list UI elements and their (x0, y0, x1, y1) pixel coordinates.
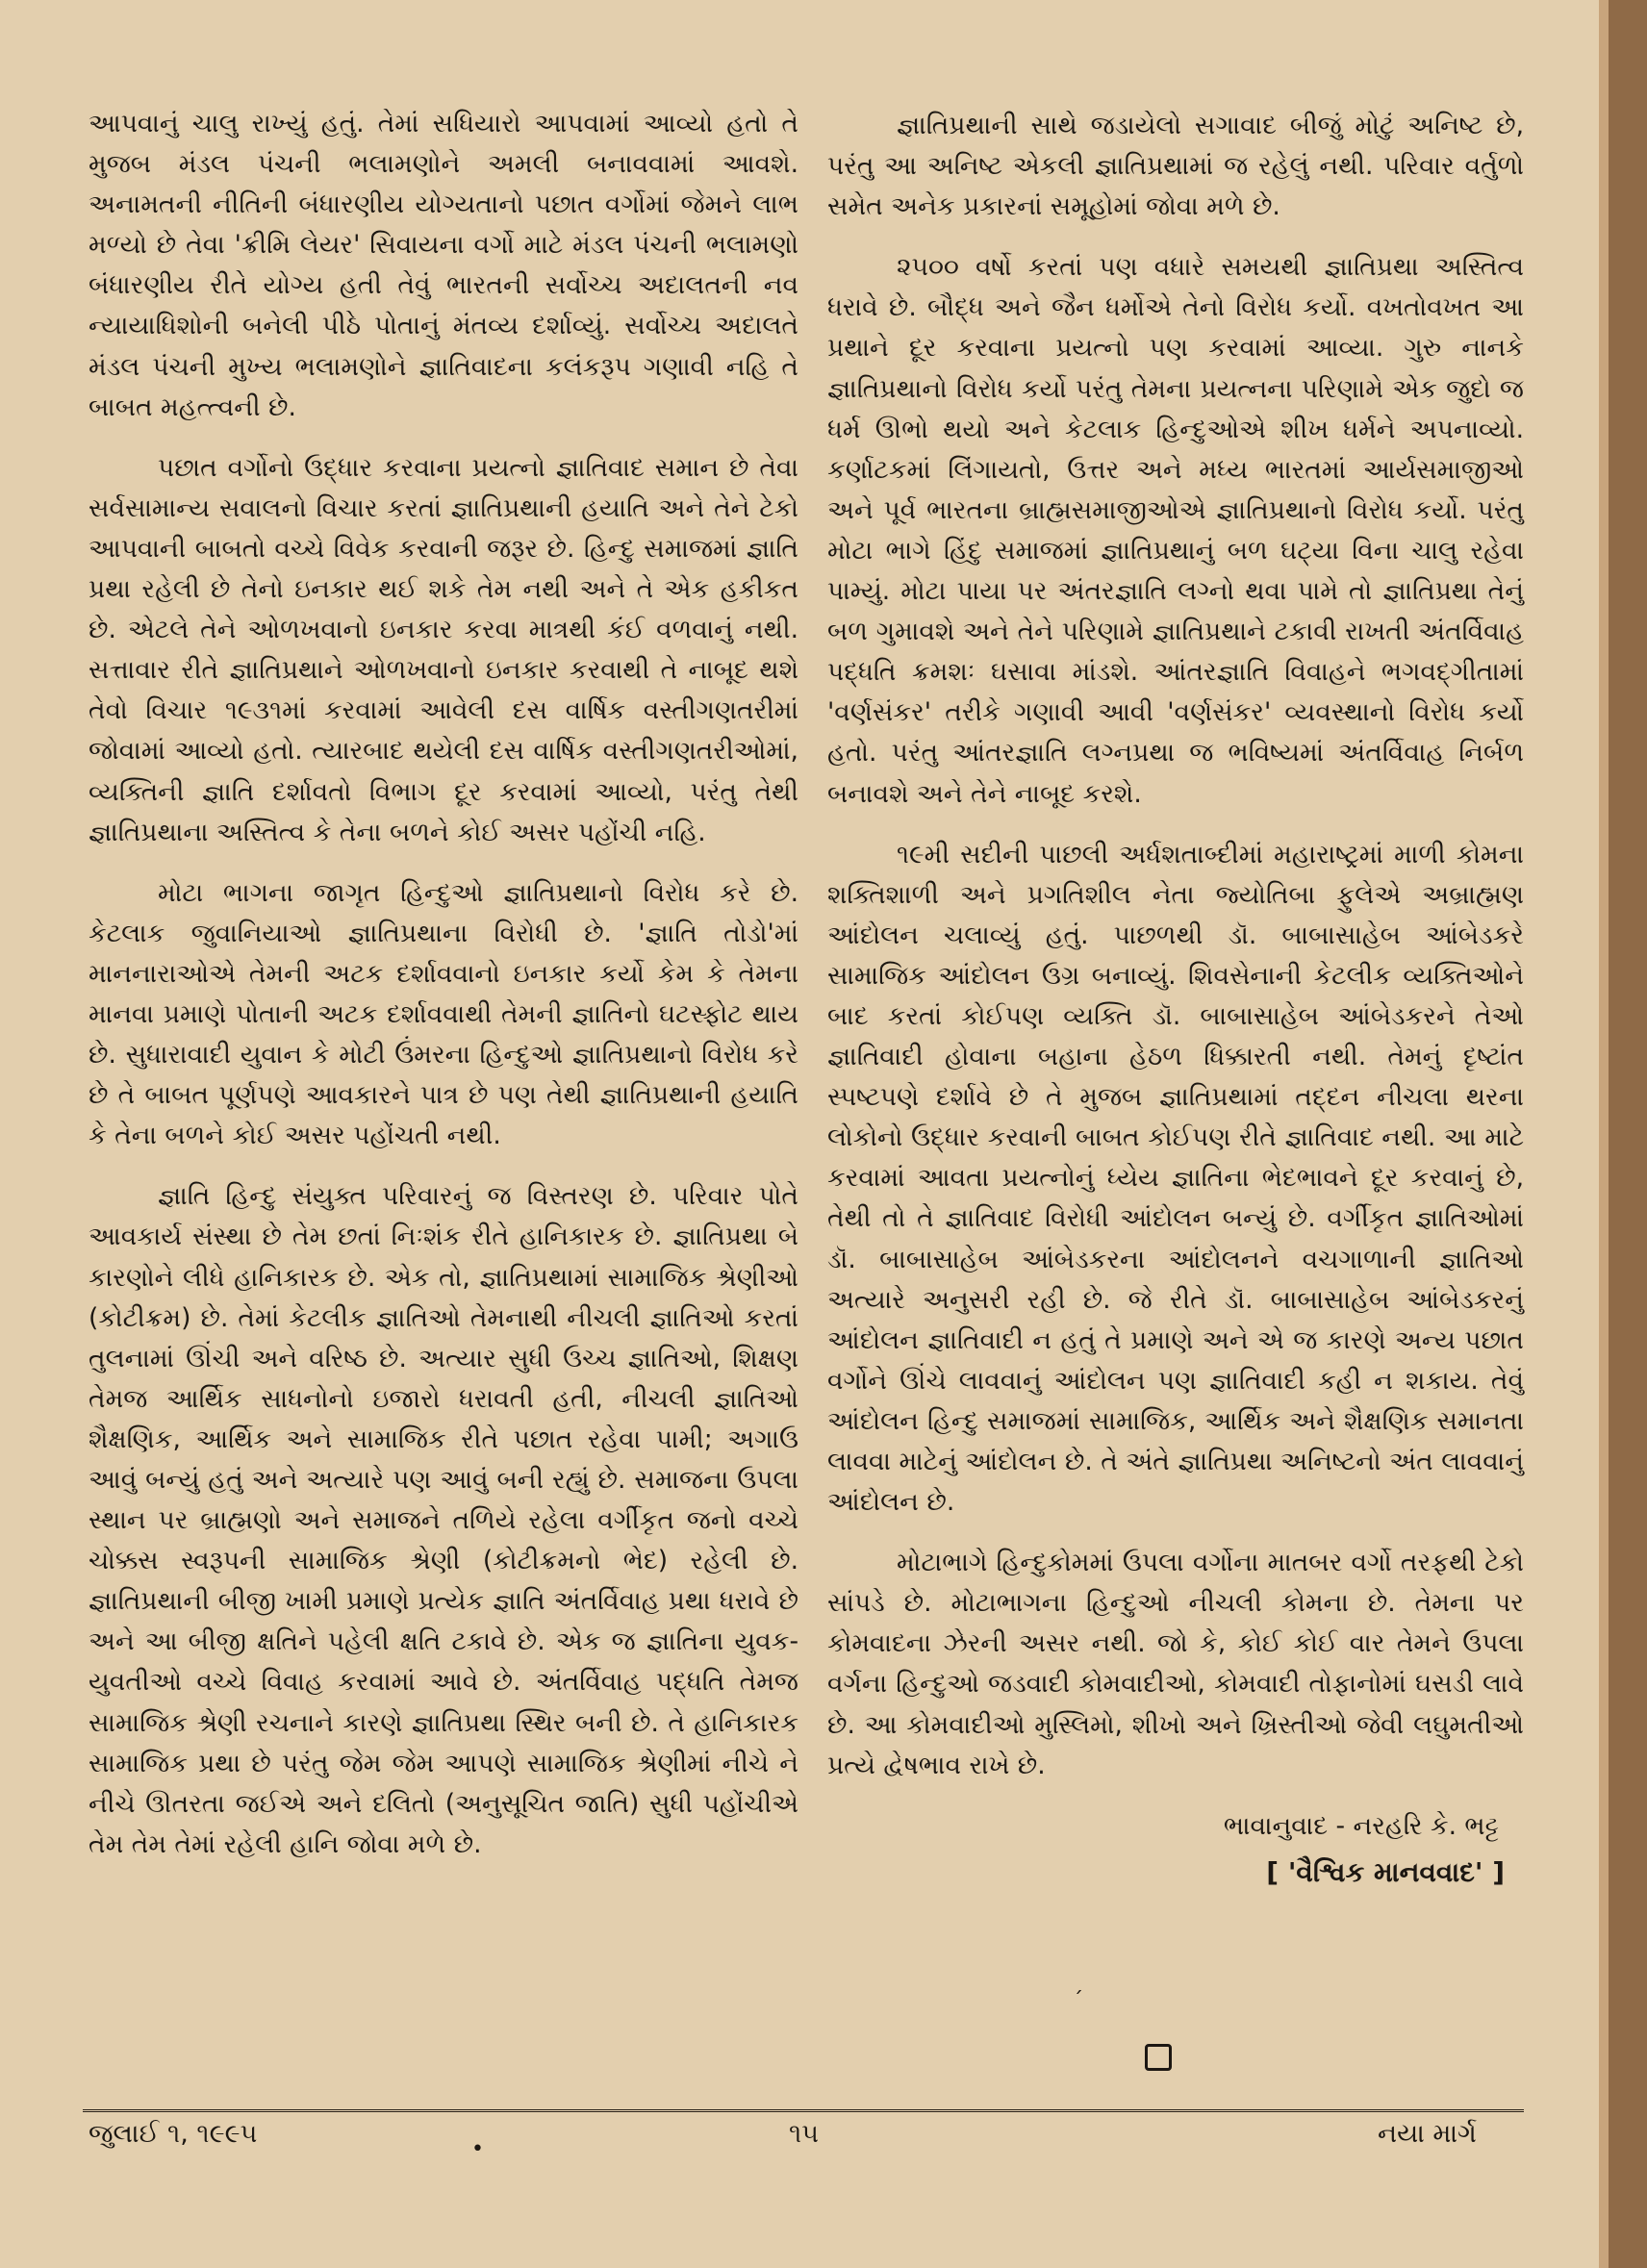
page-edge-shadow (1599, 0, 1609, 2268)
paragraph: મોટાભાગે હિન્દુકોમમાં ઉપલા વર્ગોના માતબર વર્ગો તરફથી ટેકો સાંપડે છે. મોટાભાગના હિન્દુઓ નીચલી કોમના છે. તેમના પર કોમવાદના ઝેરની અસર નથી. જો કે, કોઈ કોઈ વાર તેમને ઉપલા વર્ગના હિન્દુઓ જડવાદી કોમવાદીઓ, કોમવાદી તોફાનોમાં ઘસડી લાવે છે. આ કોમવાદીઓ મુસ્લિમો, શીખો અને ખ્રિસ્તીઓ જેવી લઘુમતીઓ પ્રત્યે દ્વેષભાવ રાખે છે. (827, 1548, 1524, 1780)
paragraph: જ્ઞાતિ હિન્દુ સંયુક્ત પરિવારનું જ વિસ્તરણ છે. પરિવાર પોતે આવકાર્ય સંસ્થા છે તેમ છતાં નિઃશંક રીતે હાનિકારક છે. જ્ઞાતિપ્રથા બે કારણોને લીધે હાનિકારક છે. એક તો, જ્ઞાતિપ્રથામાં સામાજિક શ્રેણીઓ (કોટીક્રમ) છે. તેમાં કેટલીક જ્ઞાતિઓ તેમનાથી નીચલી જ્ઞાતિઓ કરતાં તુલનામાં ઊંચી અને વરિષ્ઠ છે. અત્યાર સુધી ઉચ્ચ જ્ઞાતિઓ, શિક્ષણ તેમજ આર્થિક સાધનોનો ઇજારો ધરાવતી હતી, નીચલી જ્ઞાતિઓ શૈક્ષણિક, આર્થિક અને સામાજિક રીતે પછાત રહેવા પામી; અગાઉ આવું બન્યું હતું અને અત્યારે પણ આવું બની રહ્યું છે. સમાજના ઉપલા સ્થાન પર બ્રાહ્મણો અને સમાજને તળિયે રહેલા વર્ગીકૃત જનો વચ્ચે ચોક્કસ સ્વરૂપની સામાજિક શ્રેણી (કોટીક્રમનો ભેદ) રહેલી છે. જ્ઞાતિપ્રથાની બીજી ખામી પ્રમાણે પ્રત્યેક જ્ઞાતિ અંતર્વિવાહ પ્રથા ધરાવે છે અને આ બીજી ક્ષતિને પહેલી ક્ષતિ ટકાવે છે. એક જ જ્ઞાતિના યુવક-યુવતીઓ વચ્ચે વિવાહ કરવામાં આવે છે. અંતર્વિવાહ પદ્ધતિ તેમજ સામાજિક શ્રેણી રચનાને કારણે જ્ઞાતિપ્રથા સ્થિર બની છે. તે હાનિકારક સામાજિક પ્રથા છે પરંતુ જેમ જેમ આપણે સામાજિક શ્રેણીમાં નીચે ને નીચે ઊતરતા જઈએ અને દલિતો (અનુસૂચિત જાતિ) સુધી પહોંચીએ તેમ તેમ તેમાં રહેલી હાનિ જોવા મળે છે. (89, 1181, 798, 1859)
end-of-article-icon (1145, 2044, 1172, 2071)
paragraph: મોટા ભાગના જાગૃત હિન્દુઓ જ્ઞાતિપ્રથાનો વિરોધ કરે છે. કેટલાક જુવાનિયાઓ જ્ઞાતિપ્રથાના વિરોધી છે. 'જ્ઞાતિ તોડો'માં માનનારાઓએ તેમની અટક દર્શાવવાનો ઇનકાર કર્યો કેમ કે તેમના માનવા પ્રમાણે પોતાની અટક દર્શાવવાથી તેમની જ્ઞાતિનો ઘટસ્ફોટ થાય છે. સુધારાવાદી યુવાન કે મોટી ઉંમરના હિન્દુઓ જ્ઞાતિપ્રથાનો વિરોધ કરે છે તે બાબત પૂર્ણપણે આવકારને પાત્ર છે પણ તેથી જ્ઞાતિપ્રથાની હયાતિ કે તેના બળને કોઈ અસર પહોંચતી નથી. (89, 877, 798, 1151)
paragraph: જ્ઞાતિપ્રથાની સાથે જડાયેલો સગાવાદ બીજું મોટું અનિષ્ટ છે, પરંતુ આ અનિષ્ટ એકલી જ્ઞાતિપ્રથામાં જ રહેલું નથી. પરિવાર વર્તુળો સમેત અનેક પ્રકારનાં સમૂહોમાં જોવા મળે છે. (827, 111, 1524, 222)
stray-dot: • (471, 2137, 484, 2161)
footer-divider (83, 2109, 1524, 2112)
paragraph: ૨૫૦૦ વર્ષો કરતાં પણ વધારે સમયથી જ્ઞાતિપ્રથા અસ્તિત્વ ધરાવે છે. બૌદ્ધ અને જૈન ધર્મોએ તેનો વિરોધ કર્યો. વખતોવખત આ પ્રથાને દૂર કરવાના પ્રયત્નો પણ કરવામાં આવ્યા. ગુરુ નાનકે જ્ઞાતિપ્રથાનો વિરોધ કર્યો પરંતુ તેમના પ્રયત્નના પરિણામે એક જુદો જ ધર્મ ઊભો થયો અને કેટલાક હિન્દુઓએ શીખ ધર્મને અપનાવ્યો. કર્ણાટકમાં લિંગાયતો, ઉત્તર અને મધ્ય ભારતમાં આર્યસમાજીઓ અને પૂર્વ ભારતના બ્રાહ્મસમાજીઓએ જ્ઞાતિપ્રથાનો વિરોધ કર્યો. પરંતુ મોટા ભાગે હિંદુ સમાજમાં જ્ઞાતિપ્રથાનું બળ ઘટ્યા વિના ચાલુ રહેવા પામ્યું. મોટા પાયા પર અંતરજ્ઞાતિ લગ્નો થવા પામે તો જ્ઞાતિપ્રથા તેનું બળ ગુમાવશે અને તેને પરિણામે જ્ઞાતિપ્રથાને ટકાવી રાખતી અંતર્વિવાહ પદ્ધતિ ક્રમશઃ ઘસાવા માંડશે. આંતરજ્ઞાતિ વિવાહને ભગવદ્ગીતામાં 'વર્ણસંકર' તરીકે ગણાવી આવી 'વર્ણસંકર' વ્યવસ્થાનો વિરોધ કર્યો હતો. પરંતુ આંતરજ્ઞાતિ લગ્નપ્રથા જ ભવિષ્યમાં અંતર્વિવાહ નિર્બળ બનાવશે અને તેને નાબૂદ કરશે. (827, 252, 1524, 809)
page-edge (1609, 0, 1647, 2268)
page-number: ૧૫ (789, 2119, 819, 2149)
right-column (827, 106, 1524, 1893)
footer-date: જુલાઈ ૧, ૧૯૯૫ (89, 2119, 258, 2149)
paragraph: આપવાનું ચાલુ રાખ્યું હતું. તેમાં સધિયારો આપવામાં આવ્યો હતો તે મુજબ મંડલ પંચની ભલામણોને અમલી બનાવવામાં આવશે. અનામતની નીતિની બંધારણીય યોગ્યતાનો પછાત વર્ગોમાં જેમને લાભ મળ્યો છે તેવા 'ક્રીમિ લેયર' સિવાયના વર્ગો માટે મંડલ પંચની ભલામણો બંધારણીય રીતે યોગ્ય હતી તેવું ભારતની સર્વોચ્ચ અદાલતની નવ ન્યાયાધિશોની બનેલી પીઠે પોતાનું મંતવ્ય દર્શાવ્યું. સર્વોચ્ચ અદાલતે મંડલ પંચની મુખ્ય ભલામણોને જ્ઞાતિવાદના કલંકરૂપ ગણાવી નહિ તે બાબત મહત્ત્વની છે. (89, 109, 798, 422)
paragraph: ૧૯મી સદીની પાછલી અર્ધશતાબ્દીમાં મહારાષ્ટ્રમાં માળી કોમના શક્તિશાળી અને પ્રગતિશીલ નેતા જ્યોતિબા ફુલેએ અબ્રાહ્મણ આંદોલન ચલાવ્યું હતું. પાછળથી ડૉ. બાબાસાહેબ આંબેડકરે સામાજિક આંદોલન ઉગ્ર બનાવ્યું. શિવસેનાની કેટલીક વ્યક્તિઓને બાદ કરતાં કોઈપણ વ્યક્તિ ડૉ. બાબાસાહેબ આંબેડકરને તેઓ જ્ઞાતિવાદી હોવાના બહાના હેઠળ ધિક્કારતી નથી. તેમનું દૃષ્ટાંત સ્પષ્ટપણે દર્શાવે છે તે મુજબ જ્ઞાતિપ્રથામાં તદ્દન નીચલા થરના લોકોનો ઉદ્ધાર કરવાની બાબત કોઈપણ રીતે જ્ઞાતિવાદ નથી. આ માટે કરવામાં આવતા પ્રયત્નોનું ધ્યેય જ્ઞાતિના ભેદભાવને દૂર કરવાનું છે, તેથી તો તે જ્ઞાતિવાદ વિરોધી આંદોલન બન્યું છે. વર્ગીકૃત જ્ઞાતિઓમાં ડૉ. બાબાસાહેબ આંબેડકરના આંદોલનને વચગાળાની જ્ઞાતિઓ અત્યારે અનુસરી રહી છે. જે રીતે ડૉ. બાબાસાહેબ આંબેડકરનું આંદોલન જ્ઞાતિવાદી ન હતું તે પ્રમાણે અને એ જ કારણે અન્ય પછાત વર્ગોને ઊંચે લાવવાનું આંદોલન પણ જ્ઞાતિવાદી કહી ન શકાય. તેવું આંદોલન હિન્દુ સમાજમાં સામાજિક, આર્થિક અને શૈક્ષણિક સમાનતા લાવવા માટેનું આંદોલન છે. તે અંતે જ્ઞાતિપ્રથા અનિષ્ટનો અંત લાવવાનું આંદોલન છે. (827, 839, 1524, 1518)
magazine-name: નયા માર્ગ (1378, 2119, 1477, 2149)
paragraph: પછાત વર્ગોનો ઉદ્ધાર કરવાના પ્રયત્નો જ્ઞાતિવાદ સમાન છે તેવા સર્વસામાન્ય સવાલનો વિચાર કરતાં જ્ઞાતિપ્રથાની હયાતિ અને તેને ટેકો આપવાની બાબતો વચ્ચે વિવેક કરવાની જરૂર છે. હિન્દુ સમાજમાં જ્ઞાતિ પ્રથા રહેલી છે તેનો ઇનકાર થઈ શકે તેમ નથી અને તે એક હકીકત છે. એટલે તેને ઓળખવાનો ઇનકાર કરવા માત્રથી કંઈ વળવાનું નથી. સત્તાવાર રીતે જ્ઞાતિપ્રથાને ઓળખવાનો ઇનકાર કરવાથી તે નાબૂદ થશે તેવો વિચાર ૧૯૩૧માં કરવામાં આવેલી દસ વાર્ષિક વસ્તીગણતરીમાં જોવામાં આવ્યો હતો. ત્યારબાદ થયેલી દસ વાર્ષિક વસ્તીગણતરીઓમાં, વ્યક્તિની જ્ઞાતિ દર્શાવતો વિભાગ દૂર કરવામાં આવ્યો, પરંતુ તેથી જ્ઞાતિપ્રથાના અસ્તિત્વ કે તેના બળને કોઈ અસર પહોંચી નહિ. (89, 452, 798, 847)
translator-credit: ભાવાનુવાદ - નરહરિ કે. ભટ્ટ (1223, 1810, 1499, 1841)
stray-mark: ˊ (1073, 1989, 1083, 2013)
left-column (89, 104, 798, 1885)
source-credit: [ 'વૈશ્વિક માનવવાદ' ] (1266, 1855, 1505, 1888)
